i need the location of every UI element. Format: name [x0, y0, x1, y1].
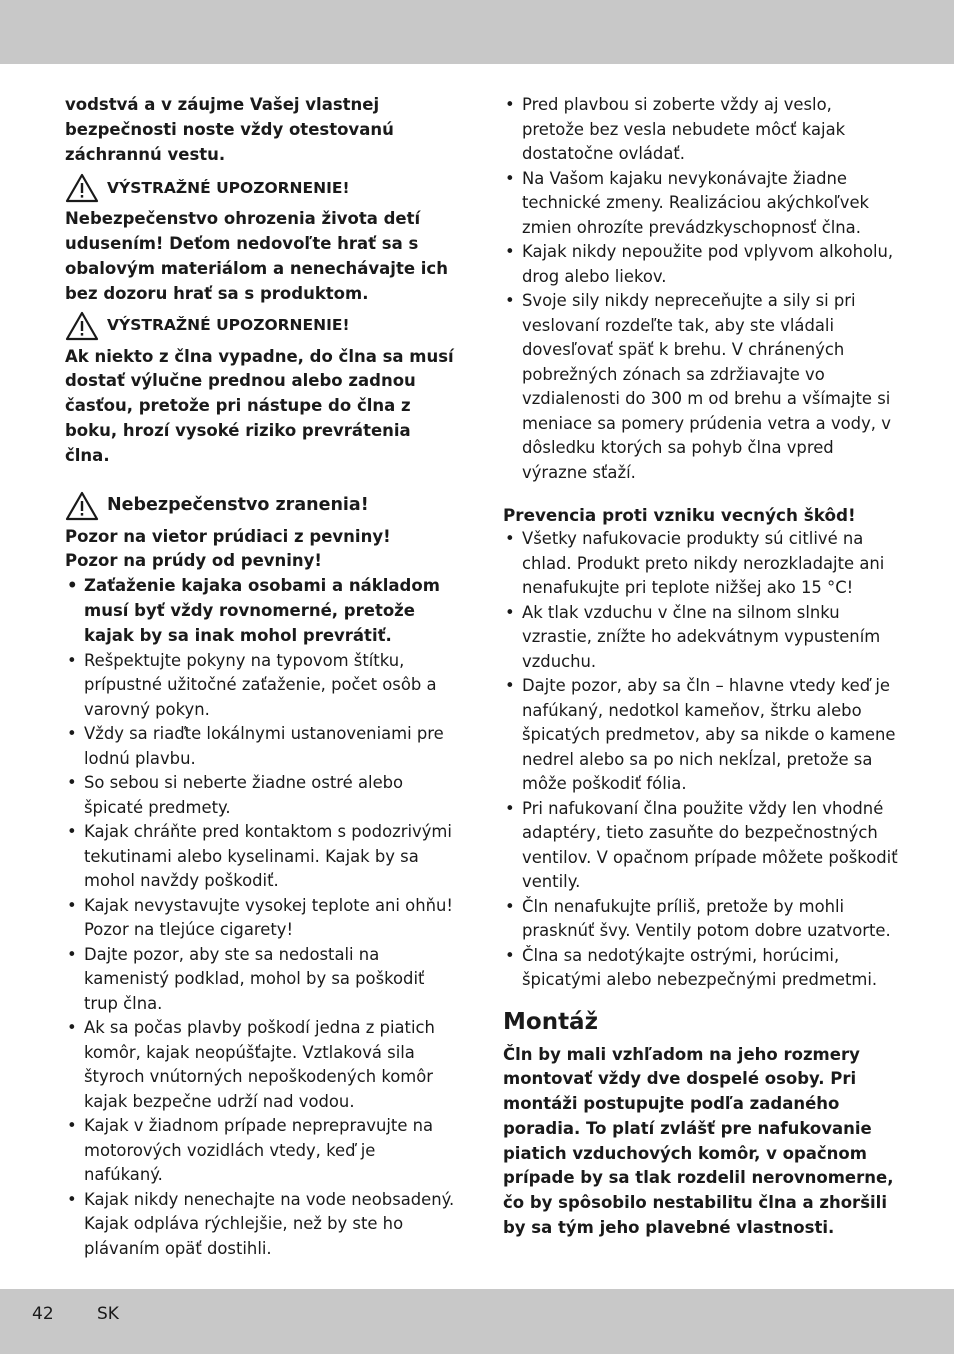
list-item: • Kajak nikdy nepoužite pod vplyvom alkoholu, drog alebo liekov. [503, 240, 898, 289]
list-item: • Všetky nafukovacie produkty sú citlivé na chlad. Produkt preto nikdy nerozkladajte ani nenafukujte pri teplote nižšej ako 15 °C! [503, 527, 898, 601]
warning-heading-text: VÝSTRAŽNÉ UPOZORNENIE! [107, 316, 350, 335]
list-item: • Dajte pozor, aby sa čln – hlavne vtedy keď je nafúkaný, nedotkol kameňov, štrku alebo špicatých predmetov, aby sa nikde o kamene nedrel alebo sa po nich nekĺzal, pretože sa môže poškodiť fólia. [503, 674, 898, 797]
warning-heading-text: VÝSTRAŽNÉ UPOZORNENIE! [107, 179, 350, 198]
language-code: SK [97, 1304, 119, 1324]
warning-heading [65, 173, 455, 203]
warning-text: Nebezpečenstvo ohrozenia života detí udusením! Deťom nedovoľte hrať sa s obalovým materiálom a nenechávajte ich bez dozoru hrať sa s produktom. [65, 209, 448, 303]
list-item: • Svoje sily nikdy nepreceňujte a sily si pri veslovaní rozdeľte tak, aby ste vládali dovesľovať späť k brehu. V chránených pobrežných zónach sa zdržiavajte vo vzdialenosti do 300 m od brehu a všímajte si meniace sa pomery prúdenia vetra a vody, v dôsledku ktorých sa pohyb člna vpred výrazne sťaží. [503, 289, 898, 485]
warning-triangle-icon [65, 173, 99, 203]
prevention-bullet-list [503, 527, 898, 993]
montaz-title: Montáž [503, 1008, 598, 1035]
left-column [65, 93, 455, 1261]
warning-triangle-icon [65, 311, 99, 341]
list-item: • Pred plavbou si zoberte vždy aj veslo, pretože bez vesla nebudete môcť kajak dostatočne ovládať. [503, 93, 898, 167]
list-item: • Člna sa nedotýkajte ostrými, horúcimi, špicatými alebo nebezpečnými predmetmi. [503, 944, 898, 993]
list-item: • Kajak nikdy nenechajte na vode neobsadený. Kajak odpláva rýchlejšie, než by ste ho plávaním opäť dostihli. [65, 1188, 455, 1262]
montaz-text: Čln by mali vzhľadom na jeho rozmery montovať vždy dve dospelé osoby. Pri montáži postupujte podľa zadaného poradia. To platí zvlášť pre nafukovanie piatich vzduchových komôr, v opačnom prípade by sa tlak rozdelil nerovnomerne, čo by spôsobilo nestabilitu člna a zhoršili by sa tým jeho plavebné vlastnosti. [503, 1044, 894, 1238]
warning-text: Ak niekto z člna vypadne, do člna sa musí dostať výlučne prednou alebo zadnou časťou, pretože pri nástupe do člna z boku, hrozí vysoké riziko prevrátenia člna. [65, 346, 454, 465]
safety-bullet-list [65, 574, 455, 1261]
list-item: • Kajak chráňte pred kontaktom s podozrivými tekutinami alebo kyselinami. Kajak by sa mohol navždy poškodiť. [65, 820, 455, 894]
header-band [0, 0, 954, 64]
right-column [503, 93, 898, 1241]
footer-band [0, 1289, 954, 1354]
warning-triangle-icon [65, 491, 99, 521]
list-item: • Kajak v žiadnom prípade neprepravujte na motorových vozidlách vtedy, keď je nafúkaný. [65, 1114, 455, 1188]
list-item: • Na Vašom kajaku nevykonávajte žiadne technické zmeny. Realizáciou akýchkoľvek zmien ohrozíte prevádzkyschopnosť člna. [503, 167, 898, 241]
list-item: • Dajte pozor, aby ste sa nedostali na kamenistý podklad, mohol by sa poškodiť trup člna. [65, 943, 455, 1017]
page-number: 42 [32, 1304, 54, 1324]
list-item: • Pri nafukovaní člna použite vždy len vhodné adaptéry, tieto zasuňte do bezpečnostných ventilov. V opačnom prípade môžete poškodiť ventily. [503, 797, 898, 895]
list-item: • Zaťaženie kajaka osobami a nákladom musí byť vždy rovnomerné, pretože kajak by sa inak mohol prevrátiť. [65, 574, 455, 648]
list-item: • Ak tlak vzduchu v člne na silnom slnku vzrastie, znížte ho adekvátnym vypustením vzduchu. [503, 601, 898, 675]
current-warning: Pozor na prúdy od pevniny! [65, 551, 322, 571]
list-item: • Rešpektujte pokyny na typovom štítku, prípustné užitočné zaťaženie, počet osôb a varovný pokyn. [65, 649, 455, 723]
safety-bullet-list-continued [503, 93, 898, 485]
list-item: • So sebou si neberte žiadne ostré alebo špicaté predmety. [65, 771, 455, 820]
list-item: • Vždy sa riaďte lokálnymi ustanoveniami pre lodnú plavbu. [65, 722, 455, 771]
injury-warning-heading-text: Nebezpečenstvo zranenia! [107, 495, 369, 516]
wind-warning: Pozor na vietor prúdiaci z pevniny! [65, 526, 391, 546]
prevention-heading: Prevencia proti vzniku vecných škôd! [503, 505, 856, 525]
injury-warning-heading [65, 491, 455, 521]
list-item: • Kajak nevystavujte vysokej teplote ani ohňu! Pozor na tlejúce cigarety! [65, 894, 455, 943]
lead-paragraph: vodstvá a v záujme Vašej vlastnej bezpečnosti noste vždy otestovanú záchrannú vestu. [65, 95, 394, 164]
warning-heading [65, 311, 455, 341]
list-item: • Čln nenafukujte príliš, pretože by mohli prasknúť švy. Ventily potom dobre uzatvorte. [503, 895, 898, 944]
list-item: • Ak sa počas plavby poškodí jedna z piatich komôr, kajak neopúšťajte. Vztlaková sila štyroch vnútorných nepoškodených komôr kajak bezpečne udrží nad vodou. [65, 1016, 455, 1114]
